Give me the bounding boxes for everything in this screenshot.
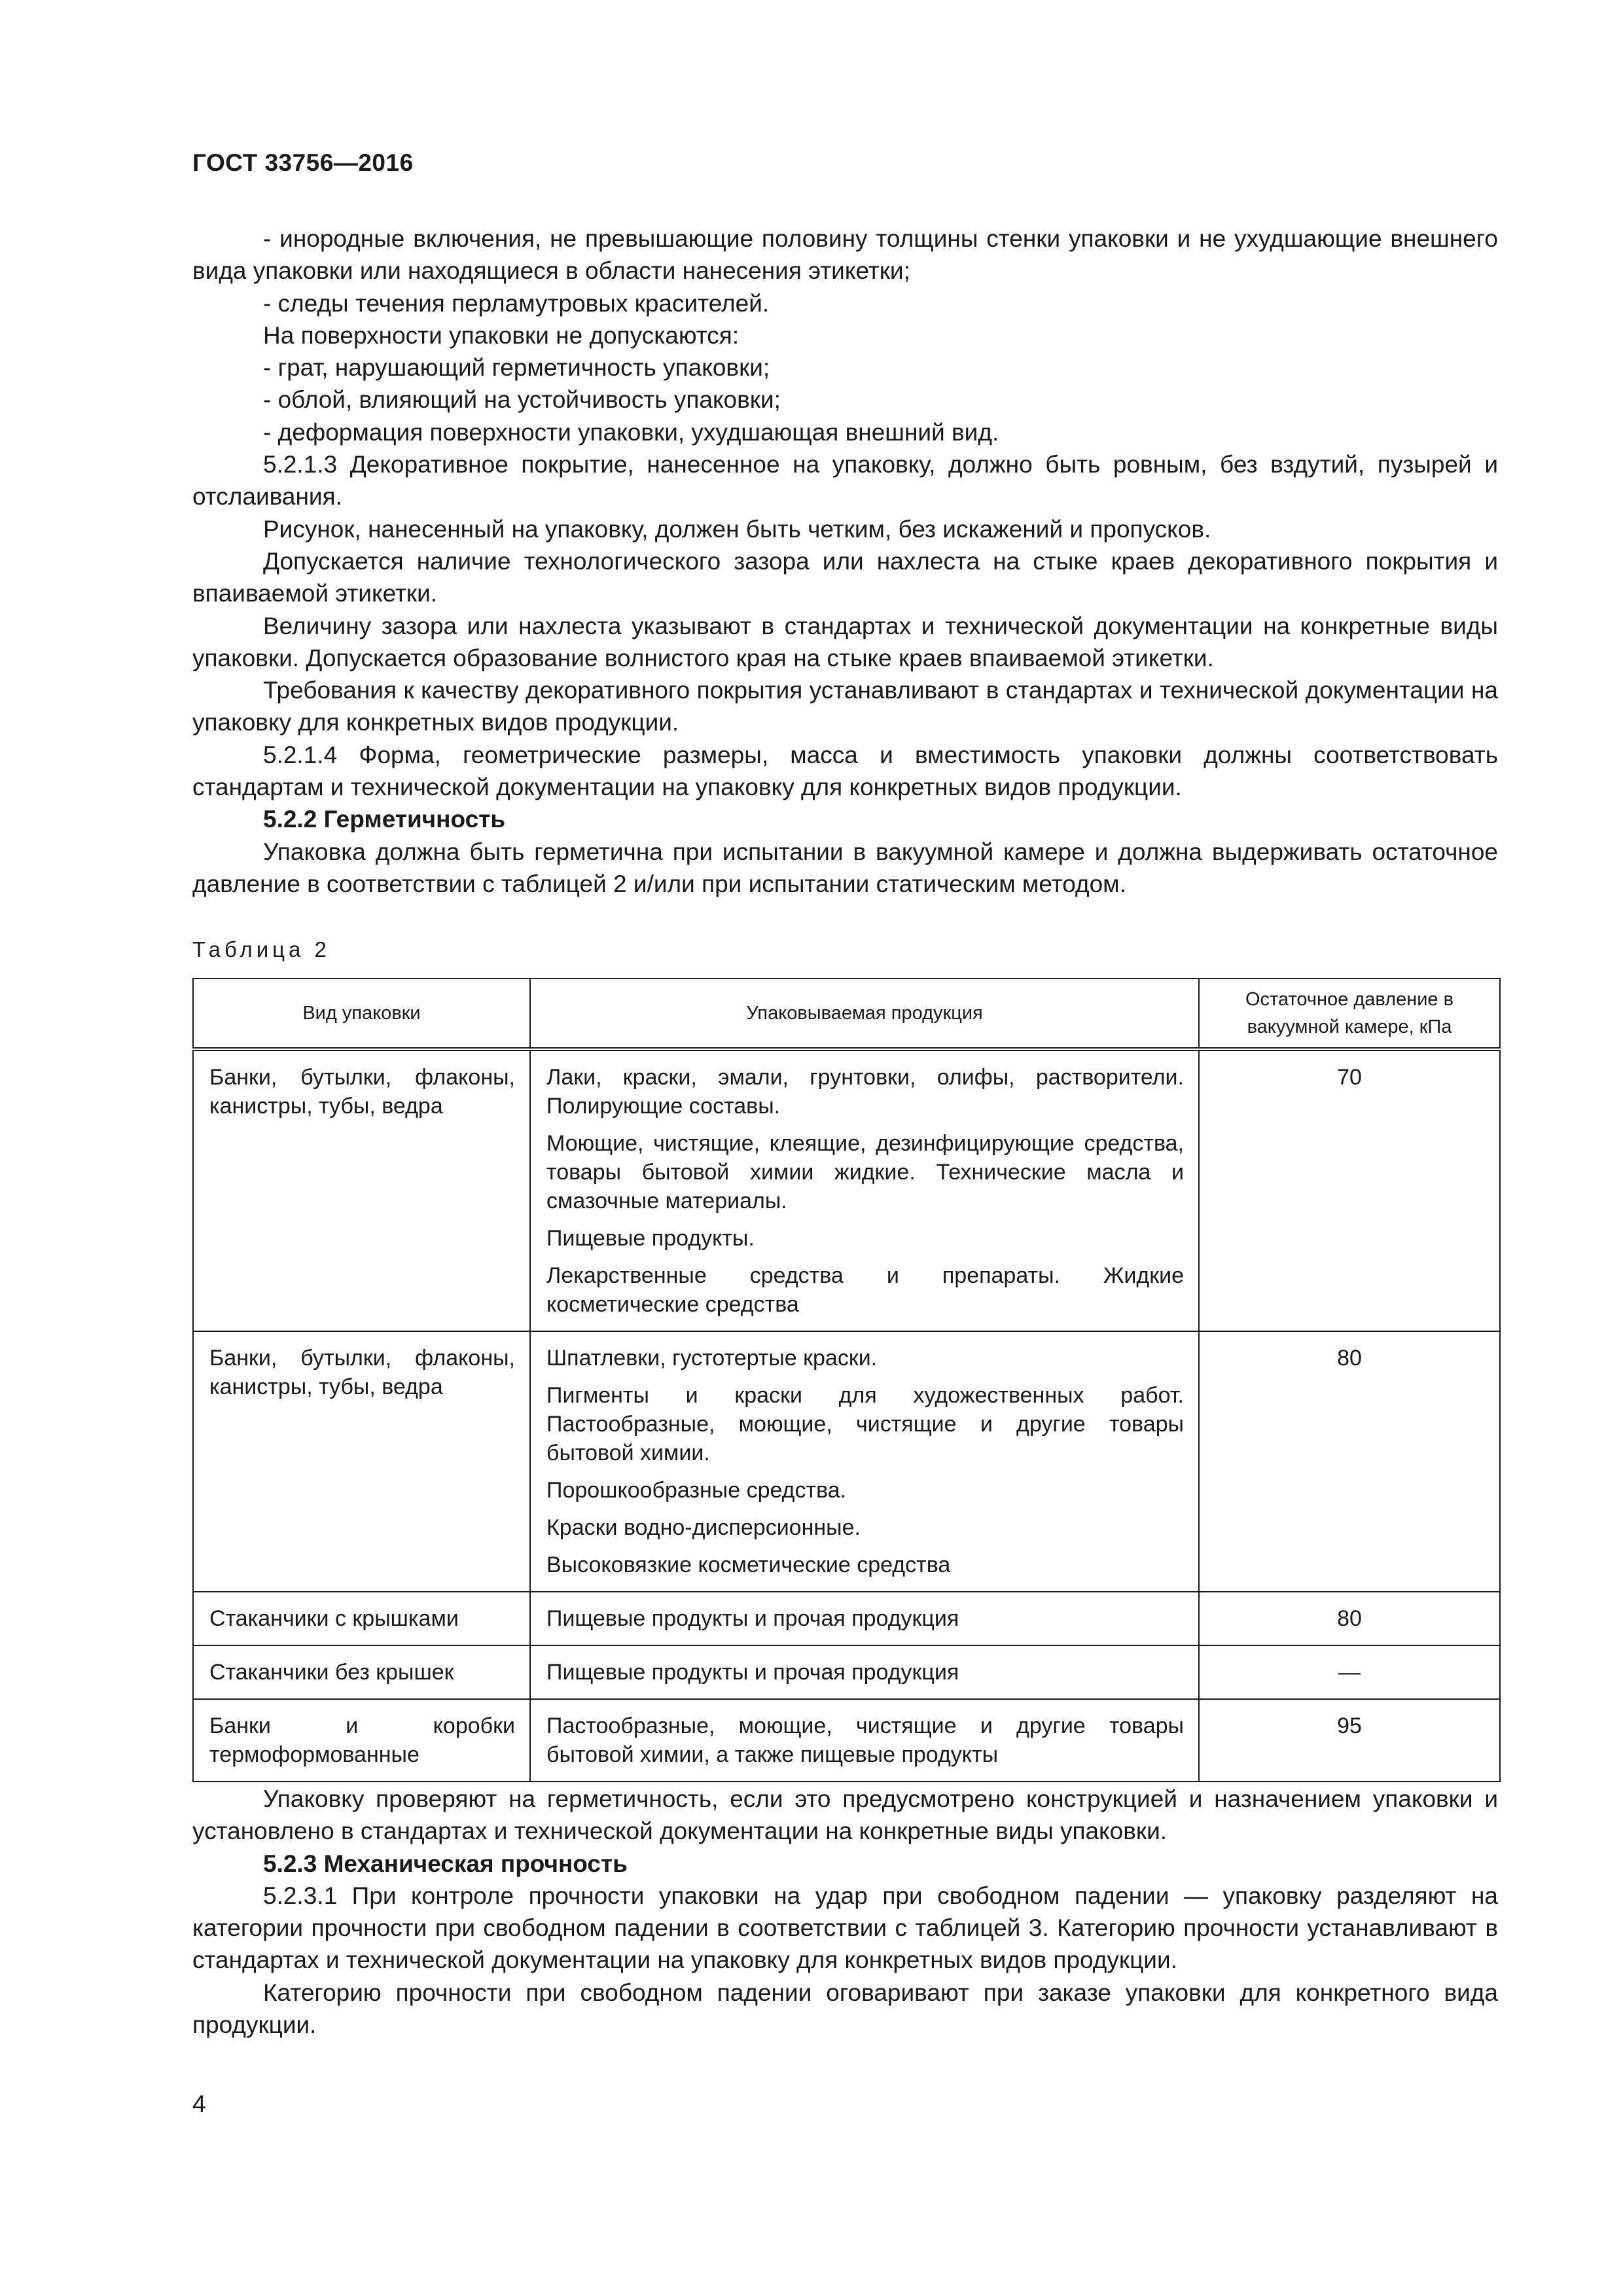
pressure-cell: 95 [1199,1699,1500,1782]
section-heading-5-2-3: 5.2.3 Механическая прочность [263,1850,628,1877]
table-row [193,1592,1500,1645]
paragraph: Категорию прочности при свободном падении оговаривают при заказе упаковки для конкретного вида продукции. [192,1979,1498,2039]
paragraph: Требования к качеству декоративного покрытия устанавливают в стандартах и технической документации на упаковку для конкретных видов продукции. [192,677,1498,736]
body-text-bottom [192,1783,1498,2041]
product-entry: Лаки, краски, эмали, грунтовки, олифы, растворители. Полирующие составы. [546,1065,1184,1119]
table-2 [192,978,1501,1782]
product-entry: Порошкообразные средства. [546,1478,847,1503]
paragraph: Величину зазора или нахлеста указывают в стандартах и технической документации на конкретные виды упаковки. Допускается образование волнистого края на стыке краев впаиваемой этикетки. [192,612,1498,672]
paragraph: Упаковка должна быть герметична при испытании в вакуумной камере и должна выдерживать остаточное давление в соответствии с таблицей 2 и/или при испытании статическим методом. [192,838,1498,897]
body-text-top [192,223,1498,900]
products-cell [530,1592,1199,1645]
pressure-cell: 80 [1199,1331,1500,1592]
pressure-cell: 80 [1199,1592,1500,1645]
pressure-cell: 70 [1199,1049,1500,1331]
pressure-cell: — [1199,1645,1500,1699]
package-cell: Стаканчики без крышек [193,1645,530,1699]
column-header-package: Вид упаковки [193,978,530,1049]
clause-5-2-1-4: 5.2.1.4 Форма, геометрические размеры, масса и вместимость упаковки должны соответствовать стандартам и технической документации на упаковку для конкретных видов продукции. [192,741,1498,801]
standard-header: ГОСТ 33756—2016 [192,149,414,176]
paragraph: Рисунок, нанесенный на упаковку, должен быть четким, без искажений и пропусков. [263,515,1211,543]
column-header-pressure: Остаточное давление в вакуумной камере, кПа [1199,978,1500,1049]
table-row [193,1645,1500,1699]
package-cell: Стаканчики с крышками [193,1592,530,1645]
list-item: - инородные включения, не превышающие половину толщины стенки упаковки и не ухудшающие внешнего вида упаковки или находящиеся в области нанесения этикетки; [192,225,1498,285]
clause-5-2-3-1: 5.2.3.1 При контроле прочности упаковки на удар при свободном падении — упаковку разделяют на категории прочности при свободном падении в соответствии с таблицей 3. Категорию прочности устанавливают в стандартах и технической документации на упаковку для конкретных видов продукции. [192,1882,1498,1974]
product-entry: Пастообразные, моющие, чистящие и другие товары бытовой химии, а также пищевые продукты [546,1713,1184,1767]
package-cell: Банки, бутылки, флаконы, канистры, тубы, ведра [193,1049,530,1331]
product-entry: Шпатлевки, густотертые краски. [546,1346,878,1371]
table-caption: Таблица 2 [192,937,330,961]
products-cell [530,1699,1199,1782]
product-entry: Пищевые продукты. [546,1226,755,1251]
product-entry: Высоковязкие косметические средства [546,1552,951,1577]
paragraph: На поверхности упаковки не допускаются: [263,321,740,349]
table-row [193,1331,1500,1592]
products-cell [530,1645,1199,1699]
paragraph: Допускается наличие технологического зазора или нахлеста на стыке краев декоративного покрытия и впаиваемой этикетки. [192,547,1498,607]
column-header-products: Упаковываемая продукция [530,978,1199,1049]
package-cell: Банки и коробки термоформованные [193,1699,530,1782]
package-cell: Банки, бутылки, флаконы, канистры, тубы, ведра [193,1331,530,1592]
page-number: 4 [192,2090,206,2117]
product-entry: Пищевые продукты и прочая продукция [546,1660,959,1685]
table-row [193,1049,1500,1331]
list-item: - грат, нарушающий герметичность упаковки; [263,354,770,382]
product-entry: Пищевые продукты и прочая продукция [546,1606,959,1631]
table-row [193,1699,1500,1782]
list-item: - деформация поверхности упаковки, ухудшающая внешний вид. [263,418,999,446]
list-item: - облой, влияющий на устойчивость упаковки; [263,386,781,414]
paragraph: Упаковку проверяют на герметичность, если это предусмотрено конструкцией и назначением упаковки и установлено в стандартах и технической документации на конкретные виды упаковки. [192,1785,1498,1845]
products-cell [530,1049,1199,1331]
product-entry: Краски водно-дисперсионные. [546,1515,861,1540]
product-entry: Моющие, чистящие, клеящие, дезинфицирующие средства, товары бытовой химии жидкие. Технические масла и смазочные материалы. [546,1131,1184,1213]
table-header-row [193,978,1500,1049]
section-heading-5-2-2: 5.2.2 Герметичность [263,806,506,833]
clause-5-2-1-3: 5.2.1.3 Декоративное покрытие, нанесенное на упаковку, должно быть ровным, без вздутий, пузырей и отслаивания. [192,451,1498,511]
products-cell [530,1331,1199,1592]
product-entry: Пигменты и краски для художественных работ. Пастообразные, моющие, чистящие и другие товары бытовой химии. [546,1383,1184,1465]
product-entry: Лекарственные средства и препараты. Жидкие косметические средства [546,1263,1184,1317]
list-item: - следы течения перламутровых красителей. [263,289,770,317]
